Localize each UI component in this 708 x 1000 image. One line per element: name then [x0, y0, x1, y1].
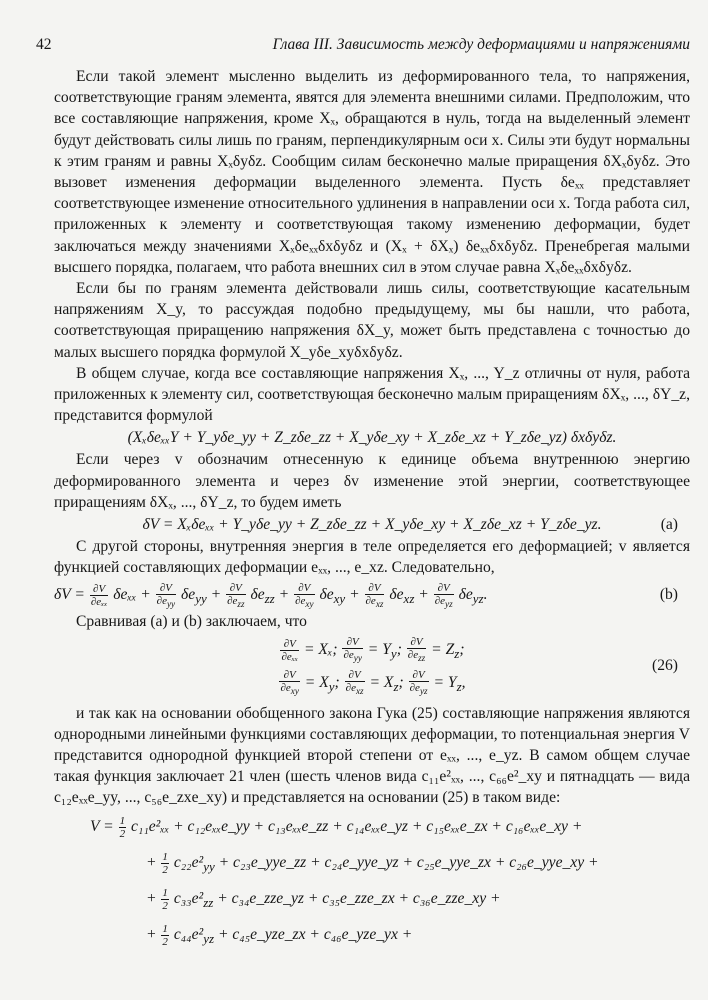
equation-26: $\frac{\partial V}{\text{∂eₓₓ}}$ = Xₓ; $\frac{\partial V}{\partial e_{yy}}$ = $Y_y$; $\frac{\partial V}{\partial e_{zz}}$ = $Z_z$; $\frac{\partial V}{\partial e_{xy}}$ = $X_y$; $\frac{\partial V}{\partial e_{xz}}$ = $X_z$; $\frac{\partial V}{\partial e_{yz}}$ = $Y_z$, (26) — [280, 636, 678, 697]
equation-b-tag: (b) — [659, 586, 678, 604]
equation-a — [54, 513, 690, 536]
page-header — [36, 26, 690, 52]
paragraph-5: С другой стороны, внутренняя энергия в теле определяется его деформацией; v является функцией составляющих деформации eₓₓ, ..., e_xz. Следовательно, — [54, 538, 690, 577]
paragraph-7: и так как на основании обобщенного закона Гука (25) составляющие напряжения являются однородными линейными функциями составляющих деформации, то потенциальная энергия V представится однородной функцией второй степени от eₓₓ, ..., e_yz. В самом общем случае такая функция заключает 21 член (шесть членов вида c₁₁e²ₓₓ, ..., c₆₆e²_xy и пятнадцать — вида c₁₂eₓₓe_yy, ..., c₅₆e_zxe_xy) и представляется на основании (25) в таком виде: — [54, 704, 690, 807]
equation-a-body: δV = Xₓδeₓₓ + Y_yδe_yy + Z_zδe_zz + X_yδe_xy + X_zδe_xz + Y_zδe_yz. — [142, 516, 602, 534]
energy-line-1-rest: + c₁₂eₓₓe_yy + c₁₃eₓₓe_zz + c₁₄eₓₓe_yz + c₁₅eₓₓe_zx + c₁₆eₓₓe_xy + — [173, 817, 583, 835]
energy-line-3: + $\frac{1}{2}$ $c_{33}e^2_{zz}$ + c₃₄e_zze_yz + c₃₅e_zze_zx + c₃₆e_zze_xy + — [146, 886, 501, 912]
energy-line-4: + $\frac{1}{2}$ $c_{44}e^2_{yz}$ + c₄₅e_yze_zx + c₄₆e_yze_yx + — [146, 922, 413, 948]
running-title: Глава III. Зависимость между деформациями и напряжениями — [272, 36, 690, 53]
equation-b: δV = $\frac{\partial V}{\text{∂eₓₓ}}$ δeₓₓ + $\frac{\partial V}{\partial e_{yy}}$ $\delta e_{yy}$ + $\frac{\partial V}{\partial e_{zz}}$ $\delta e_{zz}$ + $\frac{\partial V}{\partial e_{xy}}$ $\delta e_{xy}$ + $\frac{\partial V}{\partial e_{xz}}$ $\delta e_{xz}$ + $\frac{\partial V}{\partial e_{yz}}$ $\delta e_{yz}$. (b) — [54, 578, 690, 611]
paragraph-3: В общем случае, когда все составляющие напряжения Xₓ, ..., Y_z отличны от нуля, работа приложенных к элементу сил, соответствующая бесконечно малым приращениям δXₓ, ..., δY_z, представится формулой — [54, 364, 690, 425]
equation-a-tag: (a) — [660, 516, 678, 534]
energy-line-3-rest: + c₃₄e_zze_yz + c₃₅e_zze_zx + c₃₆e_zze_xy + — [217, 889, 501, 907]
page-body — [54, 66, 690, 953]
paragraph-4: Если через v обозначим отнесенную к единице объема внутреннюю энергию деформированного элемента и через δv изменение этой энергии, соответствующее приращениям δXₓ, ..., δY_z, то будем иметь — [54, 451, 690, 511]
paragraph-1: Если такой элемент мысленно выделить из деформированного тела, то напряжения, соответствующие граням элемента, явятся для элемента внешними силами. Предположим, что все составляющие напряжения, кроме Xₓ, обращаются в нуль, тогда на выделенный элемент будут действовать силы лишь по граням, перпендикулярным оси x. Силы эти будут нормальны к этим граням и равны Xₓδyδz. Сообщим силам бесконечно малые приращения δXₓδyδz. Это вызовет изменения деформации выделенного элемента. Пусть δeₓₓ представляет соответствующее изменение относительного удлинения в направлении оси x. Тогда работа сил, приложенных к элементу и соответствующая такому изменению деформации, будет заключаться между значениями Xₓδeₓₓδxδyδz и (Xₓ + δXₓ) δeₓₓδxδyδz. Пренебрегая малыми высшего порядка, полагаем, что работа внешних сил в этом случае равна Xₓδeₓₓδxδyδz. — [54, 68, 690, 276]
energy-line-4-rest: + c₄₅e_yze_zx + c₄₆e_yze_yx + — [217, 925, 413, 943]
energy-line-1: V = $\frac{1}{2}$ c₁₁e²ₓₓ + c₁₂eₓₓe_yy + c₁₃eₓₓe_zz + c₁₄eₓₓe_yz + c₁₅eₓₓe_zx + c₁₆eₓₓe_xy + — [90, 814, 583, 840]
energy-line-2-rest: + c₂₃e_yye_zz + c₂₄e_yye_yz + c₂₅e_yye_zx + c₂₆e_yye_xy + — [218, 853, 599, 871]
paragraph-6: Сравнивая (a) и (b) заключаем, что — [76, 613, 307, 631]
paragraph-2: Если бы по граням элемента действовали лишь силы, соответствующие касательным напряжениям X_y, то рассуждая подобно предыдущему, мы бы нашли, что работа, соответствующая приращению напряжения δX_y, может быть представлена с точностью до малых высшего порядка формулой X_yδe_xyδxδyδz. — [54, 280, 690, 361]
page-number: 42 — [36, 36, 52, 53]
equation-26-tag: (26) — [652, 656, 678, 674]
energy-line-2: + $\frac{1}{2}$ $c_{22}e^2_{yy}$ + c₂₃e_yye_zz + c₂₄e_yye_yz + c₂₅e_yye_zx + c₂₆e_yye_xy + — [146, 850, 599, 876]
work-formula: (XₓδeₓₓY + Y_yδe_yy + Z_zδe_zz + X_yδe_xy + X_zδe_xz + Y_zδe_yz) δxδyδz. — [127, 429, 617, 447]
